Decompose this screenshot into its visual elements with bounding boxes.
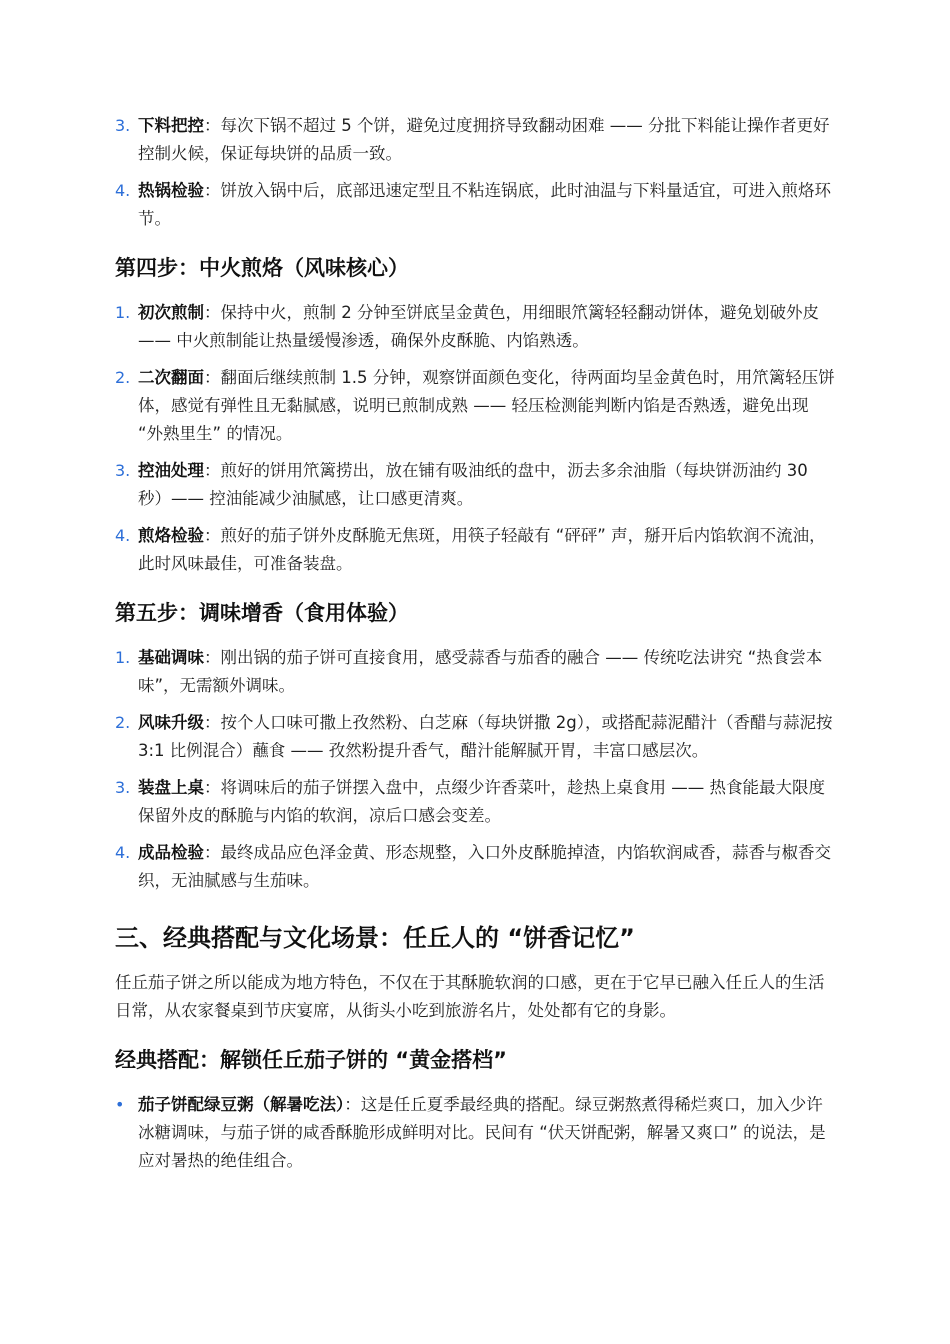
- list-item: [115, 774, 837, 830]
- list-number: 1.: [115, 303, 131, 322]
- item-text: ：这是任丘夏季最经典的搭配。绿豆粥熬煮得稀烂爽口，加入少许冰糖调味，与茄子饼的咸香酥脆形成鲜明对比。民间有 “伏天饼配粥，解暑又爽口” 的说法，是应对暑热的绝佳组合。: [138, 1095, 826, 1170]
- list-number: 3.: [115, 116, 131, 135]
- pairing-list: [115, 1091, 837, 1175]
- bullet-icon: •: [115, 1095, 125, 1114]
- list-number: 2.: [115, 713, 131, 732]
- item-title: 热锅检验: [138, 181, 204, 200]
- item-title: 成品检验: [138, 843, 204, 862]
- list-item: [115, 644, 837, 700]
- list-number: 4.: [115, 181, 131, 200]
- list-number: 1.: [115, 648, 131, 667]
- item-title: 装盘上桌: [138, 778, 204, 797]
- list-number: 3.: [115, 778, 131, 797]
- item-text: ：每次下锅不超过 5 个饼，避免过度拥挤导致翻动困难 —— 分批下料能让操作者更好控制火候，保证每块饼的品质一致。: [138, 116, 830, 163]
- item-text: ：煎好的饼用笊篱捞出，放在铺有吸油纸的盘中，沥去多余油脂（每块饼沥油约 30 秒）—— 控油能减少油腻感，让口感更清爽。: [138, 461, 808, 508]
- list-item: [115, 112, 837, 168]
- list-item: [115, 177, 837, 233]
- step4-heading: 第四步：中火煎烙（风味核心）: [115, 256, 409, 280]
- list-number: 2.: [115, 368, 131, 387]
- list-number: 4.: [115, 843, 131, 862]
- item-text: ：刚出锅的茄子饼可直接食用，感受蒜香与茄香的融合 —— 传统吃法讲究 “热食尝本味”，无需额外调味。: [138, 648, 823, 695]
- item-title: 下料把控: [138, 116, 204, 135]
- section3-heading: 三、经典搭配与文化场景：任丘人的 “饼香记忆”: [115, 924, 635, 952]
- section3-intro: 任丘茄子饼之所以能成为地方特色，不仅在于其酥脆软润的口感，更在于它早已融入任丘人的生活日常，从农家餐桌到节庆宴席，从街头小吃到旅游名片，处处都有它的身影。: [115, 973, 825, 1020]
- list-item: [115, 1091, 837, 1175]
- item-text: ：煎好的茄子饼外皮酥脆无焦斑，用筷子轻敲有 “砰砰” 声，掰开后内馅软润不流油，此时风味最佳，可准备装盘。: [138, 526, 826, 573]
- item-title: 煎烙检验: [138, 526, 204, 545]
- item-text: ：最终成品应色泽金黄、形态规整，入口外皮酥脆掉渣，内馅软润咸香，蒜香与椒香交织，无油腻感与生茄味。: [138, 843, 831, 890]
- item-text: ：将调味后的茄子饼摆入盘中，点缀少许香菜叶，趁热上桌食用 —— 热食能最大限度保留外皮的酥脆与内馅的软润，凉后口感会变差。: [138, 778, 825, 825]
- item-title: 茄子饼配绿豆粥（解暑吃法）: [138, 1095, 345, 1114]
- item-title: 风味升级: [138, 713, 204, 732]
- list-item: [115, 522, 837, 578]
- step3-list-continued: [115, 112, 837, 233]
- item-text: ：饼放入锅中后，底部迅速定型且不粘连锅底，此时油温与下料量适宜，可进入煎烙环节。: [138, 181, 831, 228]
- list-item: [115, 709, 837, 765]
- item-text: ：保持中火，煎制 2 分钟至饼底呈金黄色，用细眼笊篱轻轻翻动饼体，避免划破外皮 —— 中火煎制能让热量缓慢渗透，确保外皮酥脆、内馅熟透。: [138, 303, 819, 350]
- list-item: [115, 364, 837, 448]
- item-text: ：翻面后继续煎制 1.5 分钟，观察饼面颜色变化，待两面均呈金黄色时，用笊篱轻压饼体，感觉有弹性且无黏腻感，说明已煎制成熟 —— 轻压检测能判断内馅是否熟透，避免出现 “外熟里生” 的情况。: [138, 368, 835, 443]
- step5-list: [115, 644, 837, 895]
- document-content: [115, 112, 837, 1184]
- item-title: 基础调味: [138, 648, 204, 667]
- list-number: 3.: [115, 461, 131, 480]
- item-title: 控油处理: [138, 461, 204, 480]
- step4-list: [115, 299, 837, 578]
- item-text: ：按个人口味可撒上孜然粉、白芝麻（每块饼撒 2g），或搭配蒜泥醋汁（香醋与蒜泥按 3:1 比例混合）蘸食 —— 孜然粉提升香气，醋汁能解腻开胃，丰富口感层次。: [138, 713, 833, 760]
- list-item: [115, 299, 837, 355]
- step5-heading: 第五步：调味增香（食用体验）: [115, 601, 409, 625]
- item-title: 二次翻面: [138, 368, 204, 387]
- pairing-heading: 经典搭配：解锁任丘茄子饼的 “黄金搭档”: [115, 1048, 507, 1072]
- list-number: 4.: [115, 526, 131, 545]
- list-item: [115, 839, 837, 895]
- list-item: [115, 457, 837, 513]
- item-title: 初次煎制: [138, 303, 204, 322]
